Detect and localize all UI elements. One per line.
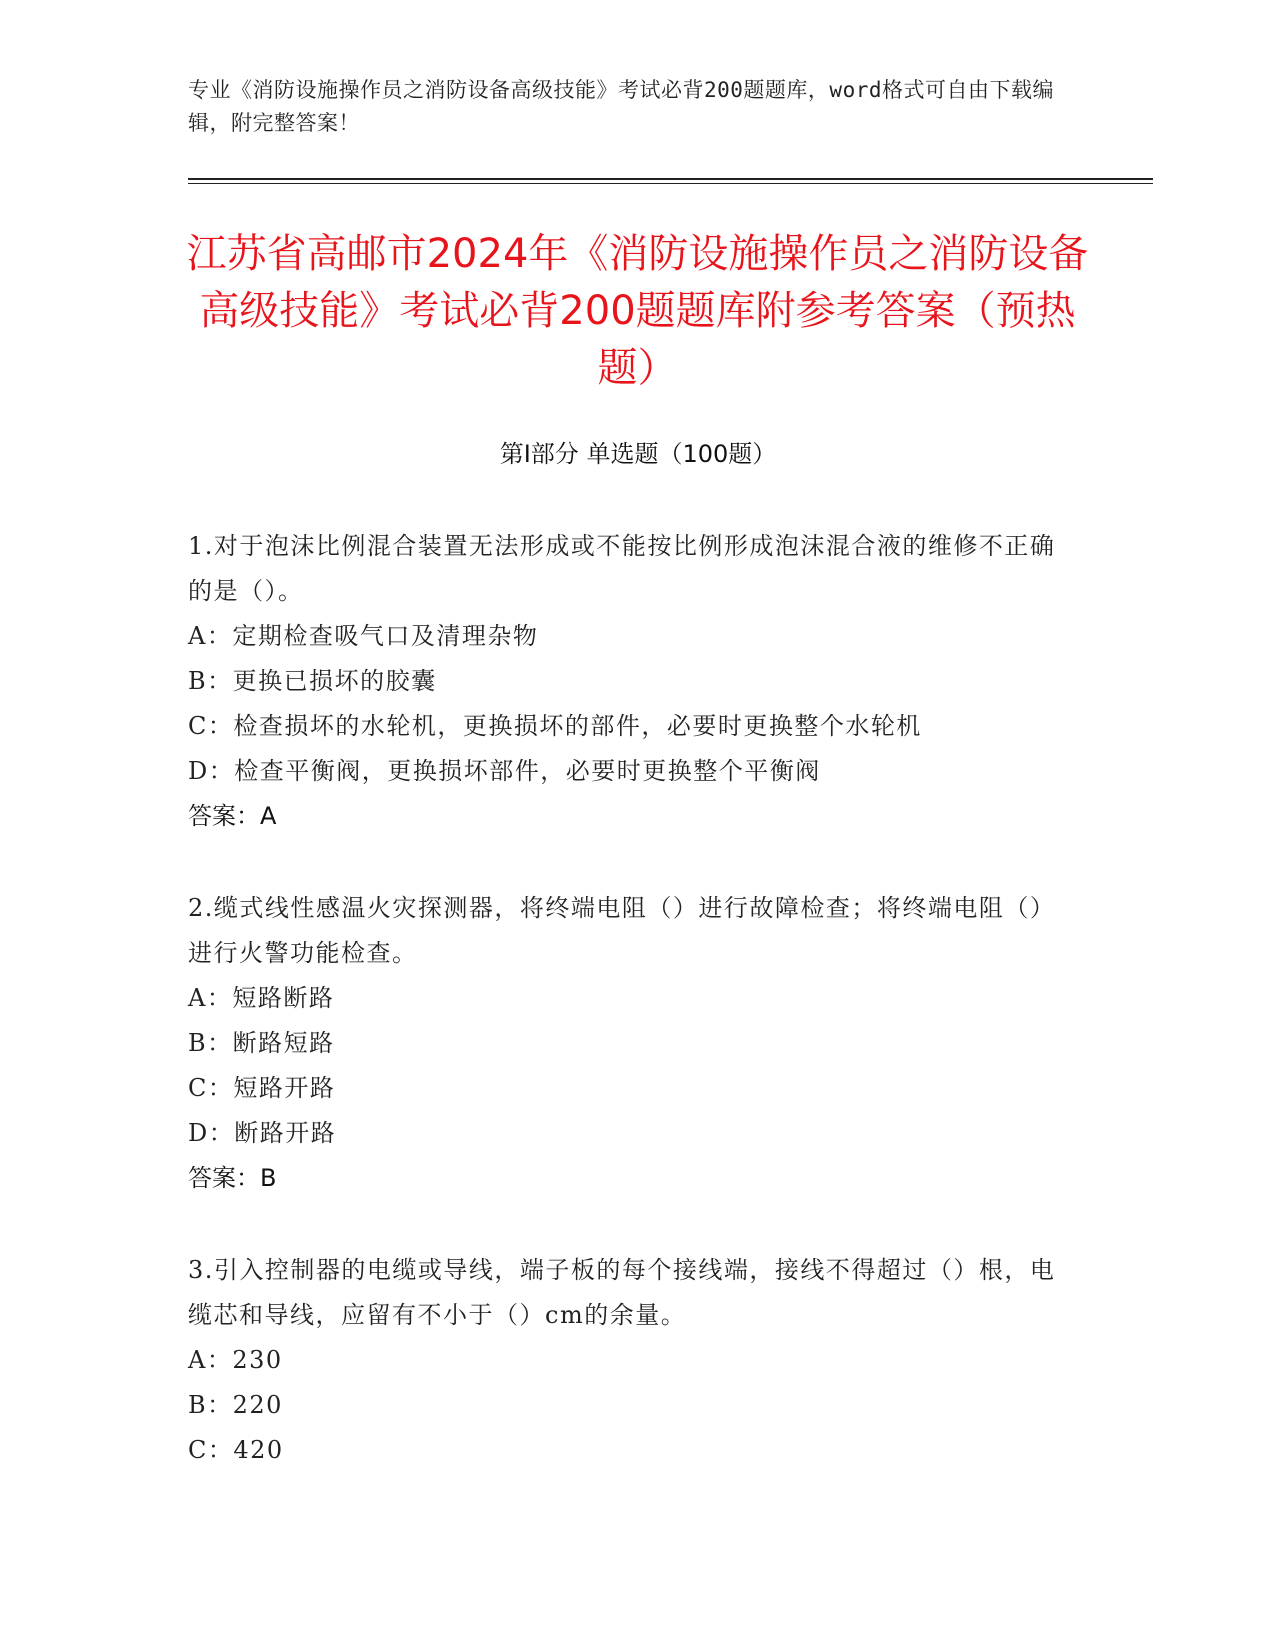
answer: 答案：A	[188, 802, 277, 830]
option-text: 断路短路	[232, 1029, 335, 1057]
option-b	[188, 1383, 1068, 1428]
option-d	[188, 749, 1068, 794]
option-key: A：	[188, 1346, 233, 1374]
option-text: 420	[233, 1436, 284, 1464]
question-stem: 1.对于泡沫比例混合装置无法形成或不能按比例形成泡沫混合液的维修不正确的是（）。	[188, 532, 1056, 605]
option-c	[188, 1066, 1068, 1111]
option-b	[188, 659, 1068, 704]
section-title: 第I部分 单选题（100题）	[499, 440, 777, 468]
header-divider-thick	[188, 178, 1153, 180]
option-key: C：	[188, 1074, 234, 1102]
option-text: 断路开路	[234, 1119, 337, 1147]
option-text: 定期检查吸气口及清理杂物	[232, 622, 539, 650]
option-key: B：	[188, 667, 233, 695]
option-key: D：	[188, 757, 235, 785]
option-text: 短路开路	[233, 1074, 336, 1102]
question-stem: 2.缆式线性感温火灾探测器，将终端电阻（）进行故障检查；将终端电阻（）进行火警功能检查。	[188, 894, 1056, 967]
question-3	[188, 1248, 1068, 1473]
option-text: 短路断路	[232, 984, 335, 1012]
option-b	[188, 1021, 1068, 1066]
option-key: C：	[188, 1436, 234, 1464]
header-divider-thin	[188, 183, 1153, 184]
option-a	[188, 1338, 1068, 1383]
option-key: B：	[188, 1391, 233, 1419]
document-title: 江苏省高邮市2024年《消防设施操作员之消防设备高级技能》考试必背200题题库附参考答案（预热题）	[186, 231, 1089, 391]
option-text: 更换已损坏的胶囊	[232, 667, 437, 695]
question-stem: 3.引入控制器的电缆或导线，端子板的每个接线端，接线不得超过（）根，电缆芯和导线，应留有不小于（）cm的余量。	[188, 1256, 1056, 1329]
option-key: D：	[188, 1119, 235, 1147]
header-note: 专业《消防设施操作员之消防设备高级技能》考试必背200题题库，word格式可自由下载编辑，附完整答案！	[188, 78, 1054, 135]
option-key: B：	[188, 1029, 233, 1057]
answer: 答案：B	[188, 1164, 277, 1192]
option-key: A：	[188, 984, 233, 1012]
option-c	[188, 704, 1068, 749]
option-key: C：	[188, 712, 234, 740]
option-text: 检查损坏的水轮机，更换损坏的部件，必要时更换整个水轮机	[233, 712, 922, 740]
question-1	[188, 524, 1068, 839]
option-c	[188, 1428, 1068, 1473]
option-key: A：	[188, 622, 233, 650]
option-a	[188, 614, 1068, 659]
option-a	[188, 976, 1068, 1021]
option-d	[188, 1111, 1068, 1156]
option-text: 230	[232, 1346, 283, 1374]
option-text: 220	[232, 1391, 283, 1419]
option-text: 检查平衡阀，更换损坏部件，必要时更换整个平衡阀	[234, 757, 821, 785]
question-2	[188, 886, 1068, 1201]
